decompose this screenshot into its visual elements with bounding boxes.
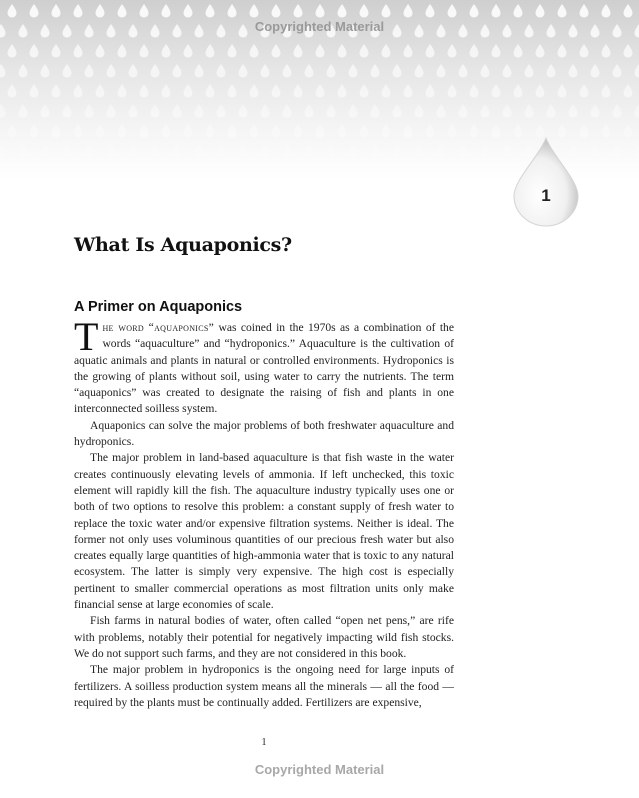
paragraph: The major problem in land-based aquaculture is that fish waste in the water creates continuously elevating levels of ammonia. If left unchecked, this toxic element will rapidly kill the fish. The aquaculture industry typically uses one or both of two options to resolve this problem: a constant supply of fresh water to replace the toxic water and/or expensive filtration systems. Neither is ideal. The former not only uses voluminous quantities of our precious fresh water but also creates equally large quantities of high-ammonia water that is toxic to any natural ecosystem. The latter is simply very expensive. The high cost is especially pertinent to smaller commercial operations as most filtration units only make financial sense at large economies of scale.: [74, 451, 454, 612]
paragraph: Fish farms in natural bodies of water, often called “open net pens,” are rife with problems, notably their potential for negatively impacting wild fish stocks. We do not support such farms, and they are not considered in this book.: [74, 614, 454, 660]
chapter-title: What Is Aquaponics?: [74, 234, 292, 256]
lead-in-smallcaps: he word “aquaponics”: [102, 321, 215, 334]
chapter-number: 1: [541, 186, 551, 205]
paragraph-text: was coined in the 1970s as a combination of the words “aquaculture” and “hydroponics.” Aquaculture is the cultivation of aquatic animals and plants in natural or controlled environments. Hydroponics is the growing of plants without soil, using water to carry the nutrients. The term “aquaponics” was created to designate the raising of fish and plants in one interconnected soilless system.: [74, 321, 454, 416]
chapter-drop-icon: [512, 136, 580, 228]
drop-cap: T: [74, 314, 99, 359]
page-number: 1: [261, 737, 267, 748]
section-heading: A Primer on Aquaponics: [74, 299, 243, 315]
body-text: [74, 314, 454, 711]
paragraph: Aquaponics can solve the major problems of both freshwater aquaculture and hydroponics.: [74, 418, 454, 449]
paragraph: The major problem in hydroponics is the ongoing need for large inputs of fertilizers. A soilless production system means all the minerals — all the food — required by the plants must be continually added. Fertilizers are expensive,: [74, 663, 454, 709]
copyright-watermark-top: Copyrighted Material: [254, 19, 385, 34]
paragraph: [74, 314, 454, 418]
copyright-watermark-bottom: Copyrighted Material: [254, 762, 385, 777]
